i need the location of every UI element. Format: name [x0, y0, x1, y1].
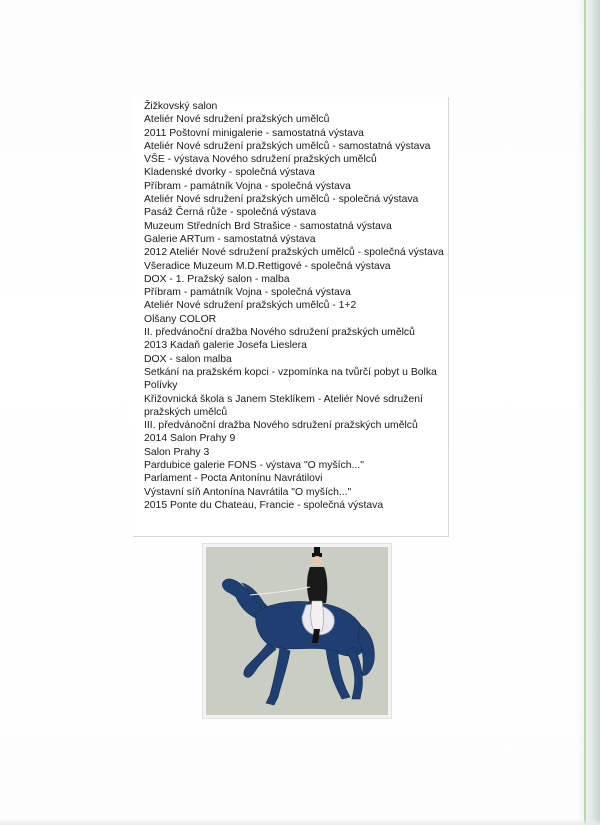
list-item: DOX - 1. Pražský salon - malba	[144, 273, 290, 285]
list-item: Ateliér Nové sdružení pražských umělců	[144, 114, 330, 126]
list-item: II. předvánoční dražba Nového sdružení pražských umělců	[144, 327, 415, 339]
list-item: Pasáž Černá růže - společná výstava	[144, 207, 317, 219]
list-item: Příbram - památník Vojna - společná výstava	[144, 180, 351, 192]
list-item: 2011 Poštovní minigalerie - samostatná výstava	[144, 127, 364, 139]
exhibition-list	[133, 97, 448, 512]
list-item: Olšany COLOR	[144, 313, 217, 325]
list-item: VŠE - výstava Nového sdružení pražských umělců	[144, 154, 377, 166]
list-item: DOX - salon malba	[144, 353, 232, 365]
list-item: Parlament - Pocta Antonínu Navrátilovi	[144, 473, 323, 485]
artwork-photo	[202, 543, 392, 719]
list-item: Ateliér Nové sdružení pražských umělců - 1+2	[144, 300, 357, 312]
list-item: Ateliér Nové sdružení pražských umělců - společná výstava	[144, 194, 419, 206]
list-item: Galerie ARTum - samostatná výstava	[144, 233, 316, 245]
list-item: Křižovnická škola s Janem Steklíkem - Ateliér Nové sdružení pražských umělců	[144, 393, 423, 418]
list-item: Žižkovský salon	[144, 101, 218, 112]
list-item: Salon Prahy 3	[144, 446, 210, 458]
exhibition-list-box	[133, 97, 449, 537]
list-item: Setkání na pražském kopci - vzpomínka na tvůrčí pobyt u Bolka Polívky	[144, 366, 437, 392]
list-item: 2014 Salon Prahy 9	[144, 433, 236, 445]
list-item: Kladenské dvorky - společná výstava	[144, 167, 315, 179]
list-item: Výstavní síň Antonína Navrátila "O myších..."	[144, 486, 352, 498]
list-item: Všeradice Muzeum M.D.Rettigové - společná výstava	[144, 260, 391, 272]
list-item: Muzeum Středních Brd Strašice - samostatná výstava	[144, 220, 392, 232]
list-item: 2015 Ponte du Chateau, Francie - společná výstava	[144, 499, 384, 511]
scan-edge-shadow	[578, 0, 600, 825]
list-item: Příbram - památník Vojna - společná výstava	[144, 287, 351, 299]
list-item: Ateliér Nové sdružení pražských umělců - samostatná výstava	[144, 140, 431, 152]
list-item: 2013 Kadaň galerie Josefa Lieslera	[144, 340, 307, 352]
scan-bottom-shadow	[0, 819, 600, 825]
list-item: 2012 Ateliér Nové sdružení pražských umělců - společná výstava	[144, 247, 444, 259]
list-item: Pardubice galerie FONS - výstava "O myších..."	[144, 460, 364, 472]
list-item: III. předvánoční dražba Nového sdružení pražských umělců	[144, 420, 418, 432]
dressage-horse-icon	[206, 547, 388, 715]
